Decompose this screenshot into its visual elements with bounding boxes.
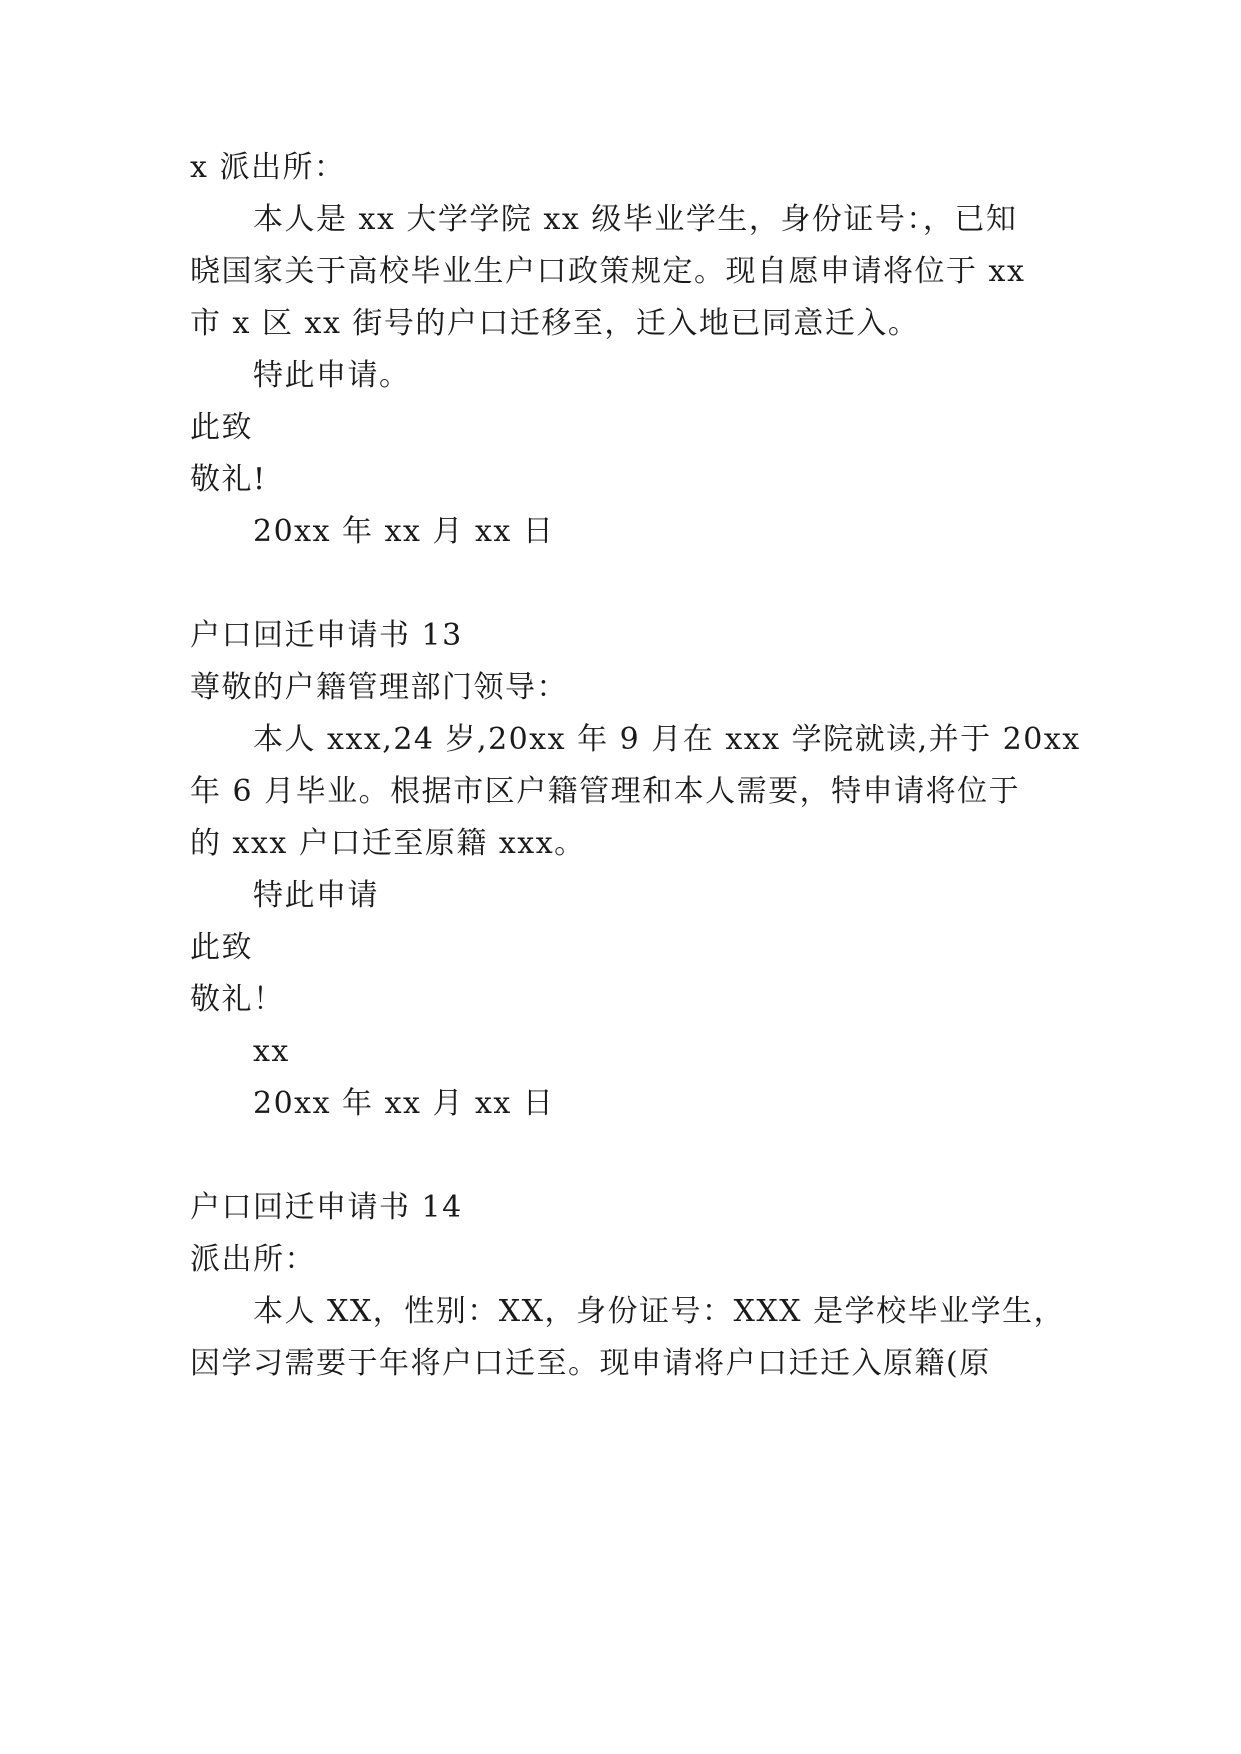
body-line: 本人 XX，性别：XX，身份证号：XXX 是学校毕业学生， [253,1294,1066,1329]
body-line: 本人 xxx,24 岁,20xx 年 9 月在 xxx 学院就读,并于 20xx [253,722,1081,757]
signature-line: xx [253,1034,290,1069]
date-line: 20xx 年 xx 月 xx 日 [253,514,555,549]
body-line: 年 6 月毕业。根据市区户籍管理和本人需要，特申请将位于 [190,774,1021,809]
request-line: 特此申请 [253,878,379,913]
closing-line: 此致 [190,930,253,965]
salutation: x 派出所： [190,150,346,185]
closing-line: 此致 [190,410,253,445]
closing-line: 敬礼! [190,462,267,497]
salutation: 尊敬的户籍管理部门领导： [190,670,568,705]
body-line: 本人是 xx 大学学院 xx 级毕业学生，身份证号：，已知 [253,202,1018,237]
body-line: 因学习需要于年将户口迁至。现申请将户口迁迁入原籍(原 [190,1346,991,1381]
body-line: 的 xxx 户口迁至原籍 xxx。 [190,826,586,861]
section-title: 户口回迁申请书 13 [190,618,463,653]
body-line: 市 x 区 xx 街号的户口迁移至，迁入地已同意迁入。 [190,306,920,341]
salutation: 派出所： [190,1242,316,1277]
body-line: 晓国家关于高校毕业生户口政策规定。现自愿申请将位于 xx [190,254,1026,289]
request-line: 特此申请。 [253,358,411,393]
date-line: 20xx 年 xx 月 xx 日 [253,1086,555,1121]
section-title: 户口回迁申请书 14 [190,1190,463,1225]
closing-line: 敬礼！ [190,982,285,1017]
